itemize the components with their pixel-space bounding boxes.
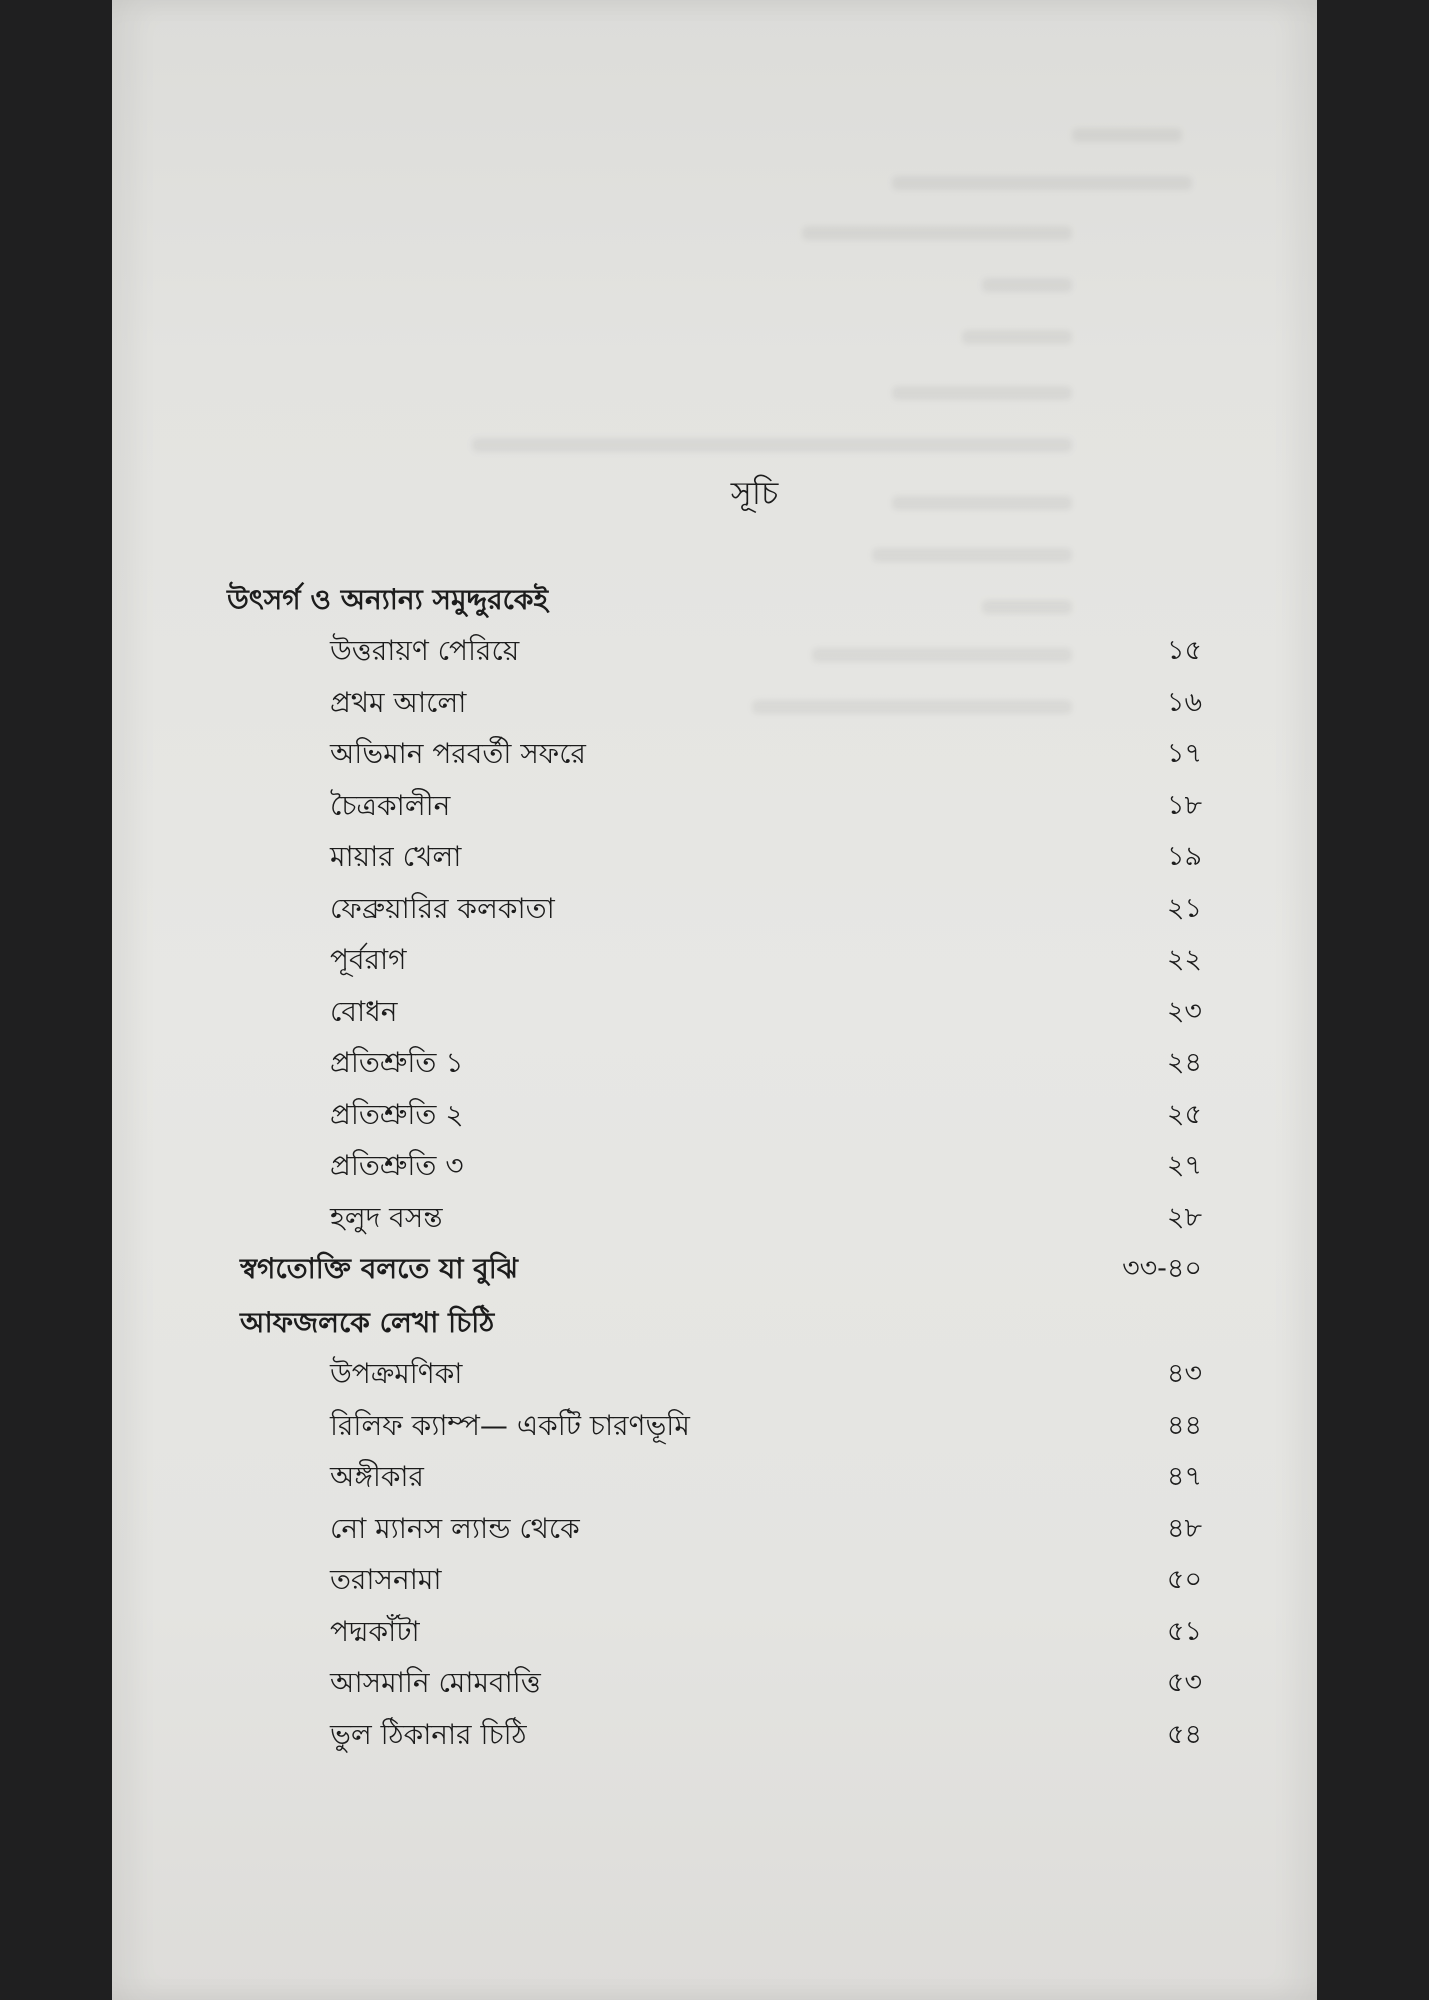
toc-item-title: নো ম্যানস ল্যান্ড থেকে (330, 1512, 580, 1545)
toc-item-page: ১৫ (1166, 635, 1202, 666)
toc-item-page: ২২ (1166, 944, 1202, 975)
toc-item[interactable] (112, 887, 1317, 931)
toc-item-page: ৪৪ (1166, 1410, 1202, 1441)
toc-item-page: ১৮ (1166, 790, 1202, 821)
toc-item-title: অভিমান পরবর্তী সফরে (330, 737, 586, 770)
toc-item-page: ৫৪ (1166, 1719, 1202, 1750)
toc-item[interactable] (112, 1455, 1317, 1499)
toc-item-page: ২৪ (1166, 1047, 1202, 1078)
toc-item[interactable] (112, 1610, 1317, 1654)
toc-item[interactable] (112, 784, 1317, 828)
table-of-contents (112, 0, 1317, 2000)
toc-section-title: স্বগতোক্তি বলতে যা বুঝি (240, 1252, 518, 1285)
toc-item-title: প্রথম আলো (330, 686, 467, 719)
toc-item[interactable] (112, 1558, 1317, 1602)
toc-item[interactable] (112, 990, 1317, 1034)
toc-item-title: উত্তরায়ণ পেরিয়ে (330, 634, 520, 667)
toc-item-page: ২৩ (1166, 996, 1202, 1027)
toc-item[interactable] (112, 681, 1317, 725)
toc-item-title: তরাসনামা (330, 1563, 442, 1596)
toc-item[interactable] (112, 835, 1317, 879)
toc-item-title: আসমানি মোমবাত্তি (330, 1666, 541, 1699)
toc-item[interactable] (112, 1093, 1317, 1137)
toc-item-page: ১৯ (1166, 841, 1202, 872)
toc-item-page: ২৮ (1166, 1202, 1202, 1233)
toc-item[interactable] (112, 629, 1317, 673)
toc-section-1[interactable] (112, 578, 1317, 622)
toc-section-3[interactable] (112, 1301, 1317, 1345)
toc-item-page: ৪৭ (1166, 1461, 1202, 1492)
toc-item[interactable] (112, 1713, 1317, 1757)
toc-item-title: অঙ্গীকার (330, 1460, 424, 1493)
toc-item-title: পূর্বরাগ (330, 943, 407, 976)
toc-item[interactable] (112, 1144, 1317, 1188)
toc-item-title: ভুল ঠিকানার চিঠি (330, 1718, 527, 1751)
toc-item-title: প্রতিশ্রুতি ২ (330, 1098, 464, 1131)
toc-title: সূচি (730, 474, 779, 512)
toc-item-page: ২১ (1166, 893, 1202, 924)
toc-item-title: রিলিফ ক্যাম্প— একটি চারণভূমি (330, 1409, 690, 1442)
book-page (112, 0, 1317, 2000)
toc-item[interactable] (112, 732, 1317, 776)
toc-item-title: ফেব্রুয়ারির কলকাতা (330, 892, 555, 925)
toc-item-title: মায়ার খেলা (330, 840, 462, 873)
toc-item-page: ৫১ (1166, 1616, 1202, 1647)
toc-section-2[interactable] (112, 1247, 1317, 1291)
toc-item[interactable] (112, 1041, 1317, 1085)
toc-item-page: ২৫ (1166, 1099, 1202, 1130)
toc-item[interactable] (112, 1404, 1317, 1448)
toc-section-title: উৎসর্গ ও অন্যান্য সমুদ্দুরকেই (227, 583, 549, 616)
toc-item-title: উপক্রমণিকা (330, 1357, 463, 1390)
toc-item-page: ৪৮ (1166, 1513, 1202, 1544)
toc-section-title: আফজলকে লেখা চিঠি (240, 1306, 495, 1339)
toc-item[interactable] (112, 1196, 1317, 1240)
toc-item-title: চৈত্রকালীন (330, 789, 451, 822)
toc-item[interactable] (112, 1352, 1317, 1396)
toc-item-page: ১৬ (1166, 687, 1202, 718)
toc-item[interactable] (112, 1507, 1317, 1551)
toc-item-title: বোধন (330, 995, 398, 1028)
toc-item-page: ১৭ (1166, 738, 1202, 769)
toc-item-title: প্রতিশ্রুতি ১ (330, 1046, 464, 1079)
toc-item-title: পদ্মকাঁটা (330, 1615, 420, 1648)
toc-item-page: ৪৩ (1166, 1358, 1202, 1389)
toc-item-page: ৫৩ (1166, 1667, 1202, 1698)
toc-item-page: ২৭ (1166, 1150, 1202, 1181)
toc-item[interactable] (112, 938, 1317, 982)
toc-item-title: হলুদ বসন্ত (330, 1201, 443, 1234)
toc-item-page: ৫০ (1166, 1564, 1202, 1595)
toc-item[interactable] (112, 1661, 1317, 1705)
toc-item-title: প্রতিশ্রুতি ৩ (330, 1149, 464, 1182)
toc-section-page: ৩৩-৪০ (1122, 1253, 1202, 1284)
